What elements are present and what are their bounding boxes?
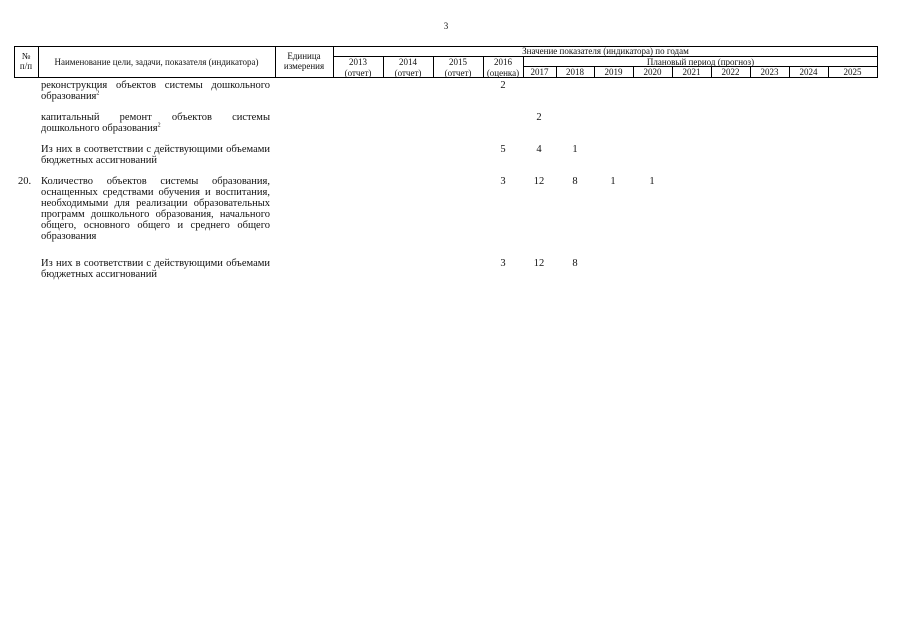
header-plan-2024: 2024 bbox=[799, 67, 818, 77]
row-number: 20. bbox=[18, 176, 32, 187]
row-name: Из них в соответствии с действующими объемами бюджетных ассигнований bbox=[41, 258, 270, 280]
row-value-2017: 12 bbox=[533, 176, 545, 187]
row-name: реконструкция объектов системы дошкольного образования$^2$ bbox=[41, 80, 270, 102]
header-plan-group: Плановый период (прогноз) bbox=[646, 57, 755, 67]
header-plan-2019: 2019 bbox=[604, 67, 623, 77]
header-plan-2018: 2018 bbox=[566, 67, 584, 77]
header-plan-2023: 2023 bbox=[760, 67, 779, 77]
row-value-2017: 4 bbox=[536, 144, 542, 155]
row-value-2018: 1 bbox=[572, 144, 578, 155]
row-value-2016: 3 bbox=[500, 258, 506, 269]
row-name: Количество объектов системы образования, оснащенных средствами обучения и воспитания, необходимыми для реализации образовательных программ дошкольного образования, начального общего, основного общего и среднего общего образования bbox=[41, 176, 270, 242]
page-number: 3 bbox=[443, 21, 449, 31]
header-year-2015: 2015 bbox=[449, 57, 467, 67]
row-name: капитальный ремонт объектов системы дошкольного образования$^2$ bbox=[41, 112, 270, 134]
row-name: Из них в соответствии с действующими объемами бюджетных ассигнований bbox=[41, 144, 270, 166]
header-plan-2025: 2025 bbox=[843, 67, 862, 77]
row-value-2020: 1 bbox=[649, 176, 655, 187]
header-note-2015: (отчет) bbox=[444, 68, 472, 78]
header-note-2016: (оценка) bbox=[486, 68, 520, 78]
row-value-2016: 2 bbox=[500, 80, 506, 91]
row-value-2017: 12 bbox=[533, 258, 545, 269]
header-year-2014: 2014 bbox=[399, 57, 417, 67]
header-num: № п/п bbox=[19, 51, 33, 71]
row-value-2018: 8 bbox=[572, 176, 578, 187]
row-value-2019: 1 bbox=[610, 176, 616, 187]
row-value-2017: 2 bbox=[536, 112, 542, 123]
header-unit: Единица измерения bbox=[283, 51, 325, 71]
row-value-2018: 8 bbox=[572, 258, 578, 269]
header-plan-2020: 2020 bbox=[643, 67, 662, 77]
header-year-2013: 2013 bbox=[349, 57, 367, 67]
header-note-2014: (отчет) bbox=[394, 68, 422, 78]
row-value-2016: 5 bbox=[500, 144, 506, 155]
header-values-group: Значение показателя (индикатора) по годам bbox=[522, 46, 689, 56]
header-plan-2022: 2022 bbox=[721, 67, 740, 77]
header-note-2013: (отчет) bbox=[344, 68, 372, 78]
header-plan-2021: 2021 bbox=[682, 67, 701, 77]
header-plan-2017: 2017 bbox=[530, 67, 549, 77]
header-year-2016: 2016 bbox=[494, 57, 512, 67]
row-value-2016: 3 bbox=[500, 176, 506, 187]
header-name: Наименование цели, задачи, показателя (индикатора) bbox=[54, 57, 259, 67]
